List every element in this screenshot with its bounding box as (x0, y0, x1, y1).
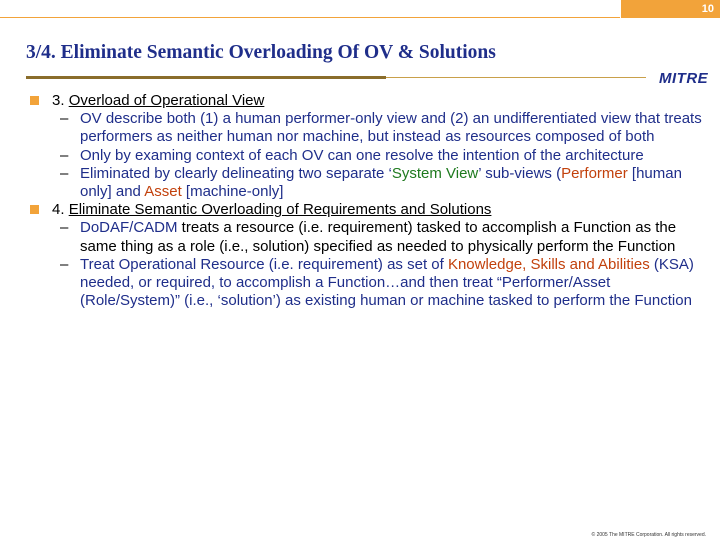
dash-marker: – (60, 164, 69, 182)
title-underline-dark (26, 76, 386, 79)
text-run-performer: Performer (561, 164, 628, 182)
dash-marker: – (60, 255, 69, 273)
page-number: 10 (621, 0, 720, 18)
text-run: [human only] and (80, 164, 682, 201)
text-run-system-view: System View (391, 164, 479, 182)
text-run: ’ sub-views ( (478, 164, 562, 182)
sub-item (30, 110, 710, 146)
dash-marker: – (60, 219, 69, 237)
text-run: [machine-only] (181, 183, 284, 201)
title-underline-light (386, 77, 646, 78)
bullet-heading: Overload of Operational View (68, 92, 265, 109)
text-run-asset: Asset (144, 183, 182, 201)
text-run: Eliminated by clearly delineating two separate ‘ (80, 164, 392, 182)
text-run: (Role/System)” (i.e., ‘solution’) as existing human or machine tasked to perform the Function (80, 292, 692, 310)
top-rule (0, 17, 620, 18)
bullet-number: 4. (52, 201, 69, 219)
text-run-dodaf: DoDAF/CADM (80, 219, 178, 237)
text-run-ksa: Knowledge, Skills and Abilities (447, 255, 650, 273)
bullet-item-4 (30, 201, 710, 219)
bullet-item-3 (30, 92, 710, 110)
bullet-heading: Eliminate Semantic Overloading of Requirements and Solutions (68, 201, 492, 219)
sub-item (30, 165, 710, 201)
square-bullet-icon (30, 96, 39, 105)
sub-item (30, 147, 710, 165)
slide-title: 3/4. Eliminate Semantic Overloading Of OV & Solutions (26, 42, 496, 63)
mitre-logo: MITRE (659, 70, 709, 87)
sub-item (30, 256, 710, 311)
sub-item-text: OV describe both (1) a human performer-only view and (2) an undifferentiated view that treats performers as neither human nor machine, but instead as resources composed of both (80, 110, 702, 146)
bullet-number: 3. (52, 92, 69, 109)
text-run: (KSA) needed, or required, to accomplish a Function…and then treat “ (80, 255, 694, 292)
sub-item-text: Only by examing context of each OV can one resolve the intention of the architecture (80, 146, 644, 164)
text-run: treats a resource (i.e. requirement) tasked to accomplish a Function as the same thing as a role (i.e., solution) specified as needed to physically perform the Function (80, 219, 677, 255)
title-underline (26, 76, 646, 79)
top-bar (0, 0, 720, 18)
text-run: Performer/Asset (501, 274, 611, 292)
copyright-footer: © 2005 The MITRE Corporation. All rights reserved. (591, 532, 706, 538)
text-run: Treat Operational Resource (80, 255, 265, 273)
text-run: (i.e. requirement) as set of (264, 255, 448, 273)
sub-item (30, 219, 710, 255)
square-bullet-icon (30, 205, 39, 214)
dash-marker: – (60, 110, 69, 128)
slide-content (30, 92, 710, 310)
dash-marker: – (60, 146, 69, 164)
